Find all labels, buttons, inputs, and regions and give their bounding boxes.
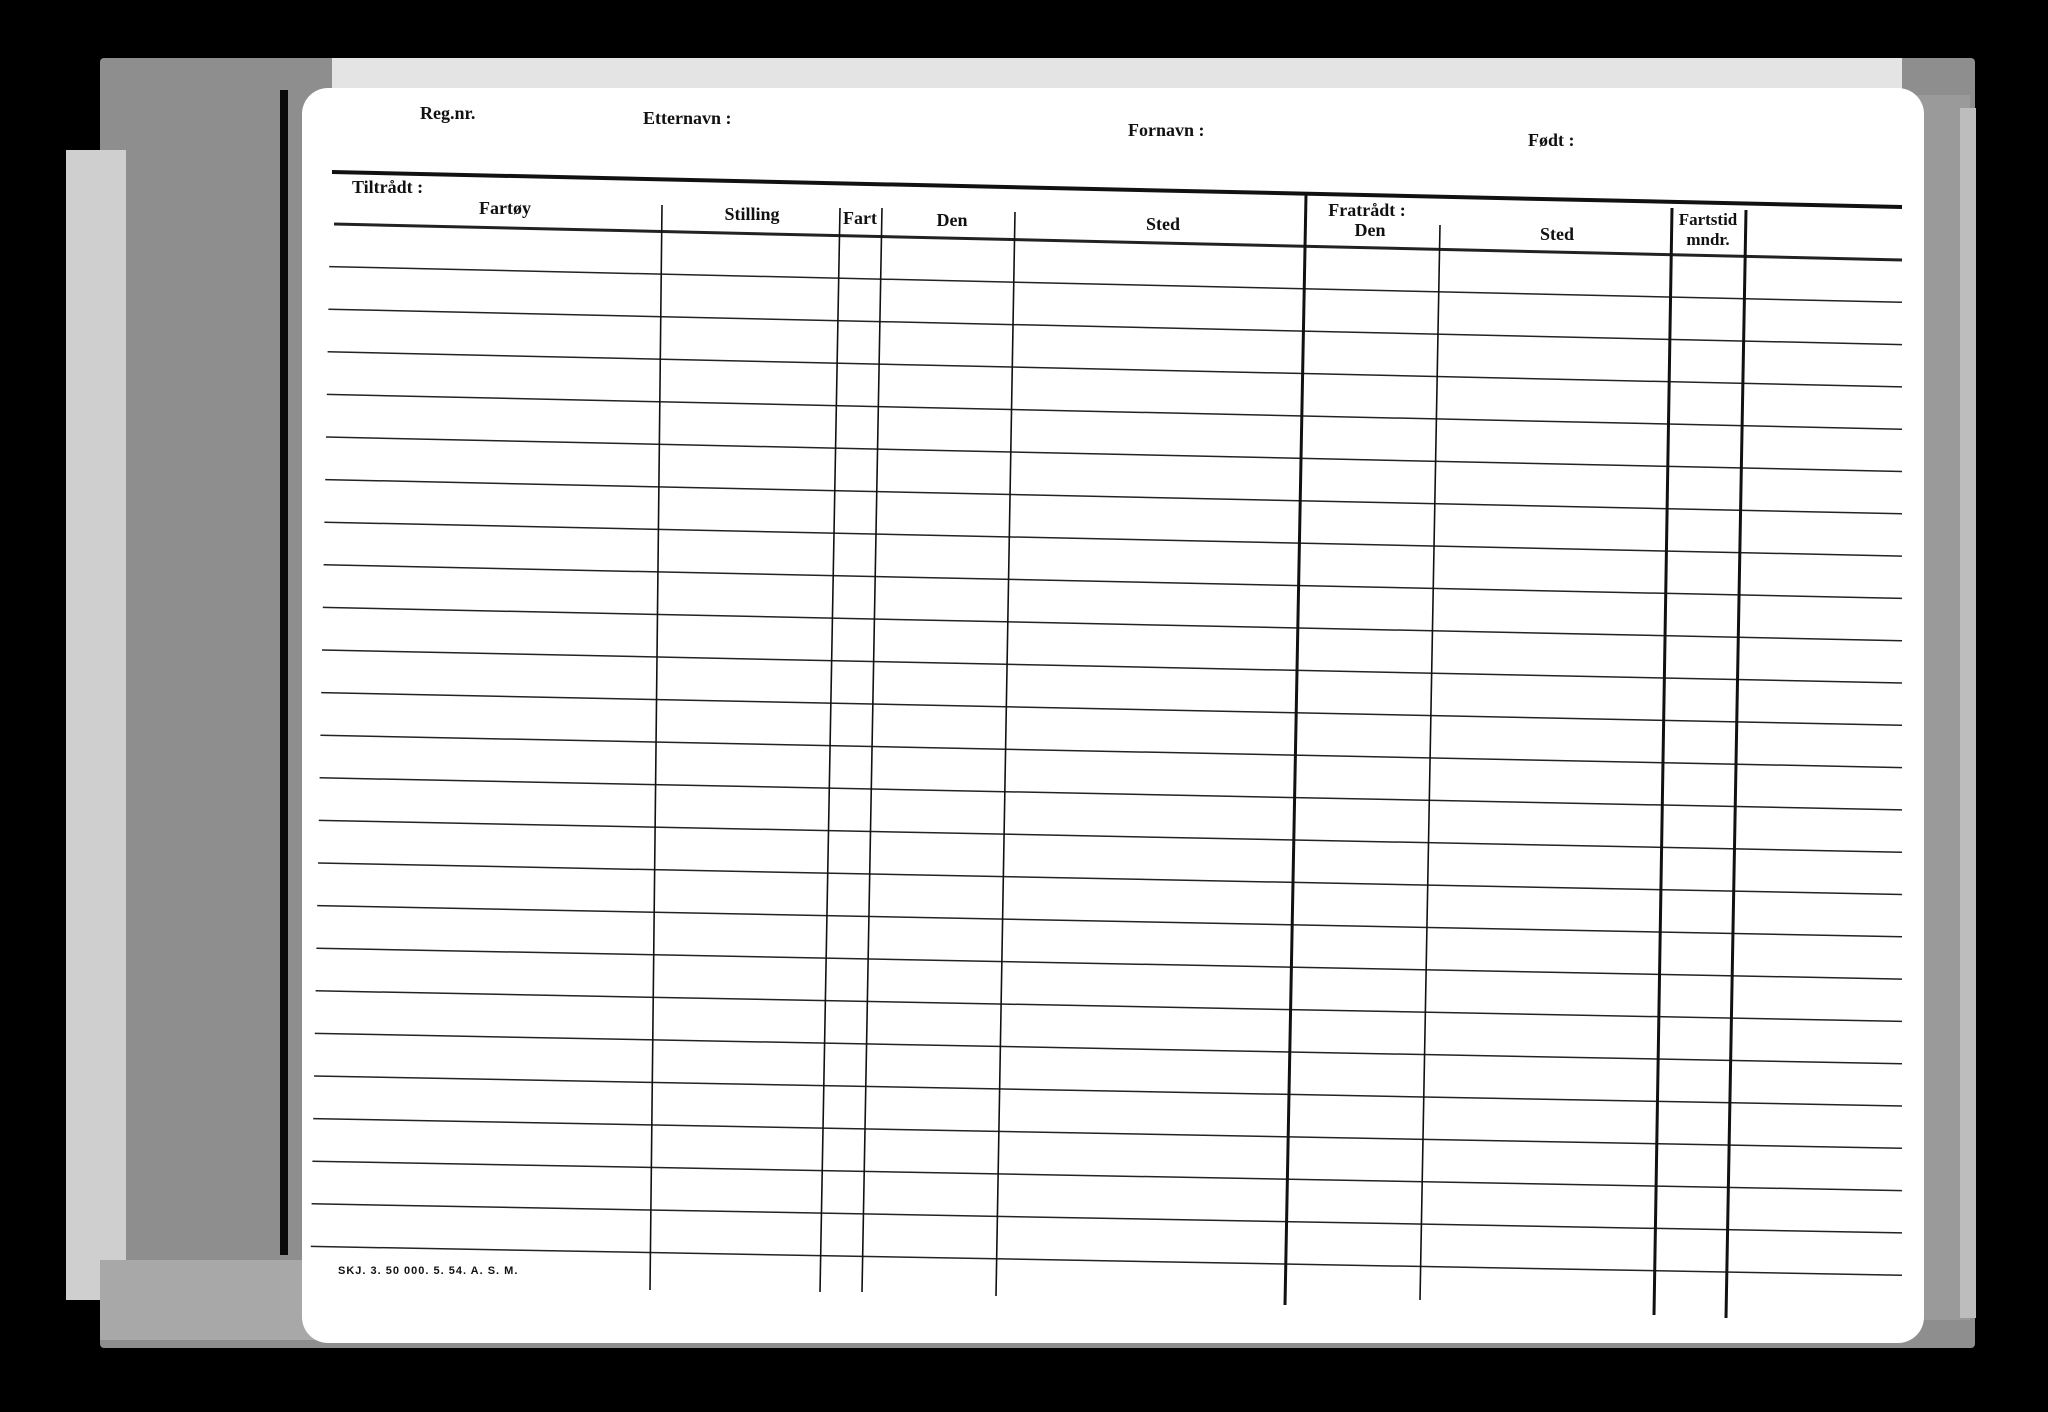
service-time-line2: mndr.	[1686, 230, 1730, 249]
ruled-column-line	[820, 208, 840, 1292]
ruled-row-line	[312, 1161, 1902, 1190]
ruled-column-line	[996, 212, 1015, 1296]
col-header-join-date: Den	[936, 210, 968, 230]
column-lines	[650, 195, 1746, 1318]
ruled-row-line	[320, 778, 1902, 810]
form-print-code: SKJ. 3. 50 000. 5. 54. A. S. M.	[338, 1265, 519, 1277]
ruled-row-line	[318, 863, 1902, 895]
ruled-row-line	[314, 1076, 1902, 1106]
ruled-row-line	[316, 948, 1902, 979]
ruled-row-line	[328, 309, 1902, 344]
ruled-row-line	[328, 352, 1902, 387]
col-header-vessel: Fartøy	[479, 198, 531, 218]
ruled-row-line	[312, 1204, 1902, 1233]
ruled-row-line	[313, 1119, 1902, 1149]
surname-label: Etternavn :	[643, 108, 732, 128]
header-rule	[332, 172, 1902, 207]
first-name-label: Fornavn :	[1128, 120, 1205, 140]
header-underline	[334, 224, 1902, 260]
born-label: Født :	[1528, 130, 1575, 150]
ruled-column-line	[650, 205, 662, 1290]
ruled-row-line	[325, 480, 1902, 514]
col-header-left-date: Den	[1354, 220, 1386, 240]
reg-nr-label: Reg.nr.	[420, 103, 476, 123]
ruled-row-line	[329, 267, 1902, 303]
ruled-row-line	[316, 991, 1902, 1022]
col-header-trade: Fart	[843, 208, 877, 228]
ruled-row-line	[315, 1033, 1902, 1063]
ruled-column-line	[1285, 195, 1306, 1305]
col-header-join-place: Sted	[1145, 214, 1180, 234]
ruled-row-line	[327, 394, 1902, 429]
joined-label: Tiltrådt :	[352, 177, 424, 197]
col-header-left-heading: Fratrådt :	[1328, 200, 1406, 220]
col-header-left-place: Sted	[1539, 224, 1574, 244]
ruled-row-line	[317, 906, 1902, 937]
col-header-position: Stilling	[724, 204, 780, 224]
ruled-row-line	[319, 820, 1902, 852]
ruled-row-line	[311, 1246, 1902, 1275]
service-time-line1: Fartstid	[1678, 210, 1738, 229]
ruled-row-line	[326, 437, 1902, 472]
ruled-column-line	[1654, 208, 1672, 1315]
